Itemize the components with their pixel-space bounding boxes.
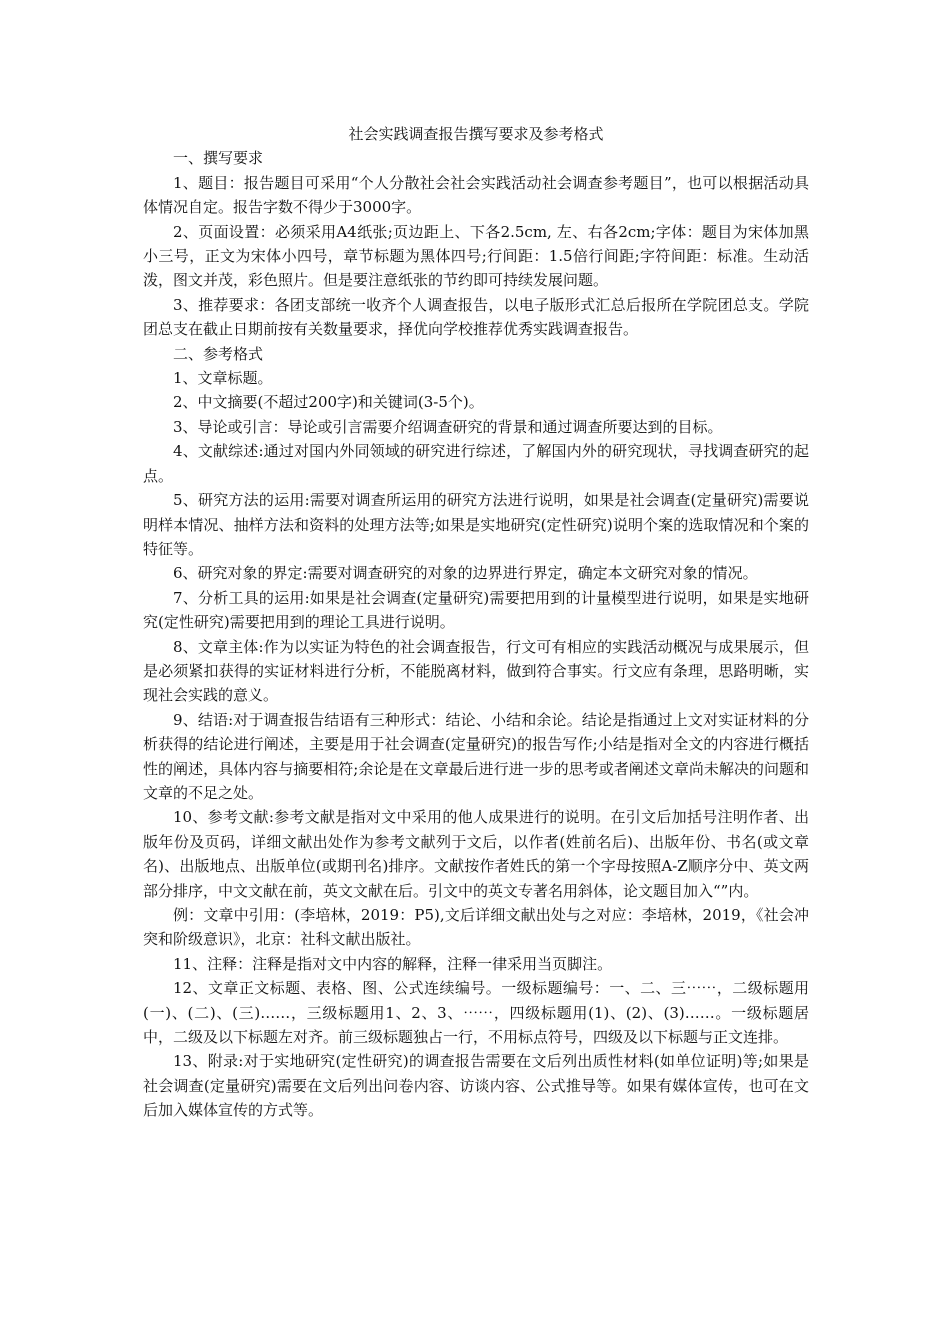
paragraph-recommendation: 3、推荐要求：各团支部统一收齐个人调查报告，以电子版形式汇总后报所在学院团总支。学院团总支在截止日期前按有关数量要求，择优向学校推荐优秀实践调查报告。: [143, 295, 809, 339]
section-heading-requirements: 一、撰写要求: [173, 149, 264, 168]
format-item-references: 10、参考文献:参考文献是指对文中采用的他人成果进行的说明。在引文后加括号注明作者、出版年份及页码，详细文献出处作为参考文献列于文后，以作者(姓前名后)、出版年份、书名(或文章名)、出版地点、出版单位(或期刊名)排序。文献按作者姓氏的第一个字母按照A-Z顺序分中、英文两部分排序，中文文献在前，英文文献在后。引文中的英文专著名用斜体，论文题目加入“”内。: [143, 808, 809, 900]
format-item-numbering: 12、文章正文标题、表格、图、公式连续编号。一级标题编号：一、二、三⋯⋯，二级标题用(一)、(二)、(三)……，三级标题用1、2、3、⋯⋯，四级标题用(1)、(2)、(3)……。一级标题居中，二级及以下标题左对齐。前三级标题独占一行，不用标点符号，四级及以下标题与正文连排。: [143, 979, 809, 1047]
paragraph-title-rule: 1、题目：报告题目可采用“个人分散社会社会实践活动社会调查参考题目”，也可以根据活动具体情况自定。报告字数不得少于3000字。: [143, 173, 809, 217]
format-item-methods: 5、研究方法的运用:需要对调查所运用的研究方法进行说明，如果是社会调查(定量研究)需要说明样本情况、抽样方法和资料的处理方法等;如果是实地研究(定性研究)说明个案的选取情况和个案的特征等。: [143, 491, 809, 558]
format-item-introduction: 3、导论或引言：导论或引言需要介绍调查研究的背景和通过调查所要达到的目标。: [173, 417, 723, 436]
format-item-title: 1、文章标题。: [173, 369, 273, 388]
format-item-abstract: 2、中文摘要(不超过200字)和关键词(3-5个)。: [173, 393, 484, 412]
reference-example: 例：文章中引用：(李培林，2019：P5),文后详细文献出处与之对应：李培林，2019，《社会冲突和阶级意识》，北京：社科文献出版社。: [143, 906, 809, 949]
format-item-conclusion: 9、结语:对于调查报告结语有三种形式：结论、小结和余论。结论是指通过上文对实证材料的分析获得的结论进行阐述，主要是用于社会调查(定量研究)的报告写作;小结是指对全文的内容进行概括性的阐述，具体内容与摘要相符;余论是在文章最后进行进一步的思考或者阐述文章尚未解决的问题和文章的不足之处。: [143, 710, 809, 802]
section-heading-format: 二、参考格式: [173, 344, 264, 363]
format-item-appendix: 13、附录:对于实地研究(定性研究)的调查报告需要在文后列出质性材料(如单位证明)等;如果是社会调查(定量研究)需要在文后列出问卷内容、访谈内容、公式推导等。如果有媒体宣传，也可在文后加入媒体宣传的方式等。: [143, 1052, 809, 1120]
format-item-notes: 11、注释：注释是指对文中内容的解释，注释一律采用当页脚注。: [173, 954, 613, 973]
paragraph-page-setup: 2、页面设置：必须采用A4纸张;页边距上、下各2.5cm, 左、右各2cm;字体：题目为宋体加黑小三号，正文为宋体小四号，章节标题为黑体四号;行间距：1.5倍行间距;字符间距：标准。生动活泼，图文并茂，彩色照片。但是要注意纸张的节约即可持续发展问题。: [143, 222, 809, 290]
document-title: 社会实践调查报告撰写要求及参考格式: [348, 125, 604, 143]
format-item-research-object: 6、研究对象的界定:需要对调查研究的对象的边界进行界定，确定本文研究对象的情况。: [173, 564, 758, 583]
document-page: [143, 122, 809, 1123]
format-item-literature-review: 4、文献综述:通过对国内外同领域的研究进行综述，了解国内外的研究现状，寻找调查研究的起点。: [143, 442, 809, 485]
format-item-main-body: 8、文章主体:作为以实证为特色的社会调查报告，行文可有相应的实践活动概况与成果展示，但是必须紧扣获得的实证材料进行分析，不能脱离材料，做到符合事实。行文应有条理，思路明晰，实现社会实践的意义。: [143, 637, 809, 705]
format-item-analysis-tools: 7、分析工具的运用:如果是社会调查(定量研究)需要把用到的计量模型进行说明，如果是实地研究(定性研究)需要把用到的理论工具进行说明。: [143, 588, 809, 632]
